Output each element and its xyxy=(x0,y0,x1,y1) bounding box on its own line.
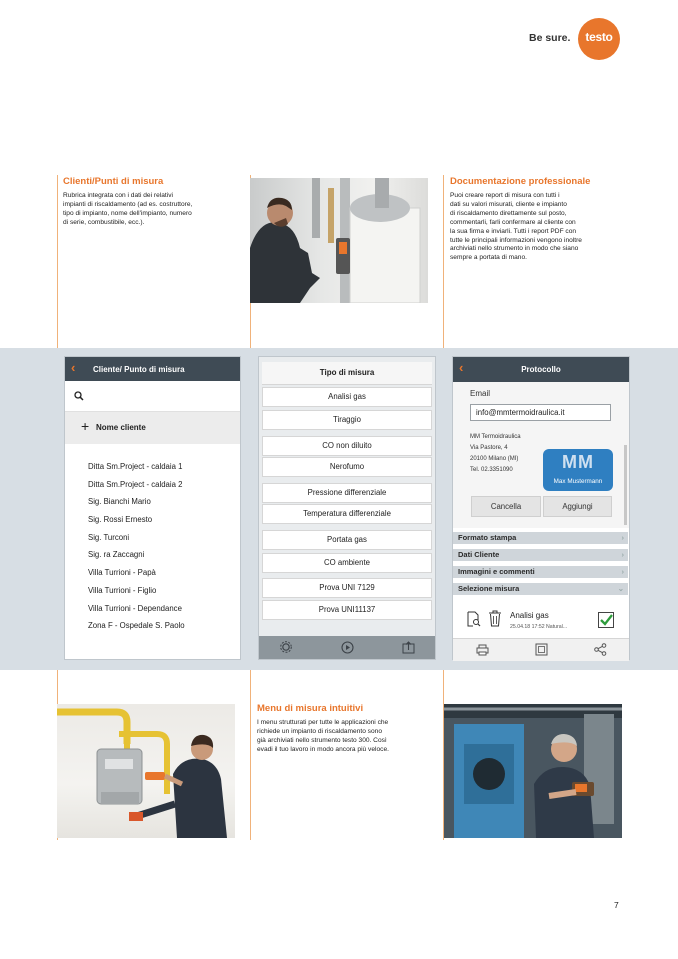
header-title: Cliente/ Punto di misura xyxy=(93,365,185,374)
measure-item[interactable]: Portata gas xyxy=(262,530,432,550)
gear-icon[interactable] xyxy=(280,641,292,653)
brand-tagline: Be sure. xyxy=(529,32,571,44)
search-icon xyxy=(74,391,84,401)
plus-icon: + xyxy=(81,418,90,434)
header-title: Protocollo xyxy=(521,365,561,374)
client-item[interactable]: Villa Turrioni - Papà xyxy=(88,568,156,578)
trash-icon[interactable] xyxy=(488,610,502,627)
pdf-icon[interactable] xyxy=(535,643,548,656)
client-item[interactable]: Ditta Sm.Project - caldaia 2 xyxy=(88,479,183,489)
screen-clients-header xyxy=(65,357,240,381)
measurement-meta: 25.04.18 17:52 Natural... xyxy=(510,624,568,630)
play-icon[interactable] xyxy=(341,641,354,654)
client-item[interactable]: Villa Turrioni - Dependance xyxy=(88,603,182,613)
client-item[interactable]: Ditta Sm.Project - caldaia 1 xyxy=(88,462,183,471)
email-label: Email xyxy=(470,389,491,398)
accordion-print-format[interactable]: Formato stampa › xyxy=(453,531,628,544)
check-icon xyxy=(598,612,614,628)
back-icon[interactable]: ‹ xyxy=(459,360,464,375)
client-list xyxy=(88,458,238,635)
cancel-button[interactable] xyxy=(471,496,541,517)
documentation-title: Documentazione professionale xyxy=(450,176,591,187)
stamp-name: Max Mustermann xyxy=(553,478,603,485)
client-item[interactable]: Sig. ra Zaccagni xyxy=(88,550,145,560)
measure-item[interactable]: Analisi gas xyxy=(262,387,432,407)
client-item[interactable]: Sig. Bianchi Mario xyxy=(88,497,151,507)
email-field[interactable] xyxy=(470,404,611,421)
accordion-customer-data[interactable]: Dati Cliente › xyxy=(453,548,628,561)
client-item[interactable]: Sig. Rossi Ernesto xyxy=(88,515,153,525)
menus-title: Menu di misura intuitivi xyxy=(257,703,364,714)
back-icon[interactable]: ‹ xyxy=(71,360,76,375)
measure-item[interactable]: Prova UNI11137 xyxy=(262,600,432,620)
client-search-bar[interactable] xyxy=(65,381,240,412)
screen3-header xyxy=(453,357,629,382)
measure-item[interactable]: Prova UNI 7129 xyxy=(262,578,432,598)
measure-item[interactable]: Pressione differenziale xyxy=(262,483,432,503)
cancel-label: Cancella xyxy=(490,502,522,511)
header-title: Tipo di misura xyxy=(319,368,375,377)
photo-technician-industrial-boiler xyxy=(444,704,622,838)
client-item[interactable]: Sig. Turconi xyxy=(88,532,130,542)
measure-item[interactable]: Nerofumo xyxy=(262,457,432,477)
photo-gas-meter-technician xyxy=(57,704,235,838)
stamp-initials: MM xyxy=(562,452,594,472)
measure-item[interactable]: CO ambiente xyxy=(262,553,432,573)
measure-item[interactable]: CO non diluito xyxy=(262,436,432,456)
measure-item[interactable]: Tiraggio xyxy=(262,410,432,430)
accordion-measurement-selection[interactable]: Selezione misura ⌄ xyxy=(453,582,628,595)
photo-technician-boiler xyxy=(250,178,428,303)
add-client-label: Nome cliente xyxy=(96,423,146,432)
clients-title: Clienti/Punti di misura xyxy=(63,176,164,187)
measurement-title: Analisi gas xyxy=(510,611,549,620)
testo-logo xyxy=(578,18,620,60)
measure-item[interactable]: Temperatura differenziale xyxy=(262,504,432,524)
page-number: 7 xyxy=(614,900,619,910)
print-icon[interactable] xyxy=(476,644,489,656)
menus-text: I menu strutturati per tutte le applicazioni che richiede un impianto di riscaldamento sono già archiviati nello strumento testo 300. Così evadi il tuo lavoro in modo ancora più veloce. xyxy=(257,719,389,753)
add-label: Aggiungi xyxy=(562,502,593,511)
clients-text: Rubrica integrata con i dati dei relativi impianti di riscaldamento (ad es. costruttore, tipo di impianto, nome dell'impianto, numero di serie, combustibile, ecc.). xyxy=(63,192,193,226)
screen-clients xyxy=(64,356,241,660)
checkbox[interactable] xyxy=(598,612,614,628)
client-item[interactable]: Villa Turrioni - Figlio xyxy=(88,585,157,595)
company-stamp xyxy=(543,449,613,491)
logo-text: testo xyxy=(585,30,613,44)
measurement-row[interactable] xyxy=(453,597,629,637)
screen3-toolbar xyxy=(453,638,629,661)
add-button[interactable] xyxy=(543,496,612,517)
screen2-header xyxy=(262,362,432,385)
add-client-button[interactable] xyxy=(65,412,240,444)
screen2-toolbar xyxy=(259,636,435,659)
export-icon[interactable] xyxy=(402,641,415,654)
client-item[interactable]: Zona F - Ospedale S. Paolo xyxy=(88,621,185,631)
customer-address: MM Termoidraulica Via Pastore, 4 20100 Milano (MI) Tel. 02.3351090 xyxy=(470,434,521,473)
documentation-text: Puoi creare report di misura con tutti i dati su valori misurati, cliente e impianto di riscaldamento direttamente sul posto, commentarli, farli confermare al cliente con la sua firma e inviarli. Tutti i report PDF con tutte le principali informazioni vengono inoltre archiviati nello strumento in modo che siano sempre a portata di mano. xyxy=(450,192,582,262)
document-search-icon[interactable] xyxy=(467,611,481,627)
email-value: info@mmtermoidraulica.it xyxy=(476,408,565,417)
share-icon[interactable] xyxy=(594,643,607,656)
dialog-scrollbar[interactable] xyxy=(624,445,627,525)
accordion-images-comments[interactable]: Immagini e commenti › xyxy=(453,565,628,578)
